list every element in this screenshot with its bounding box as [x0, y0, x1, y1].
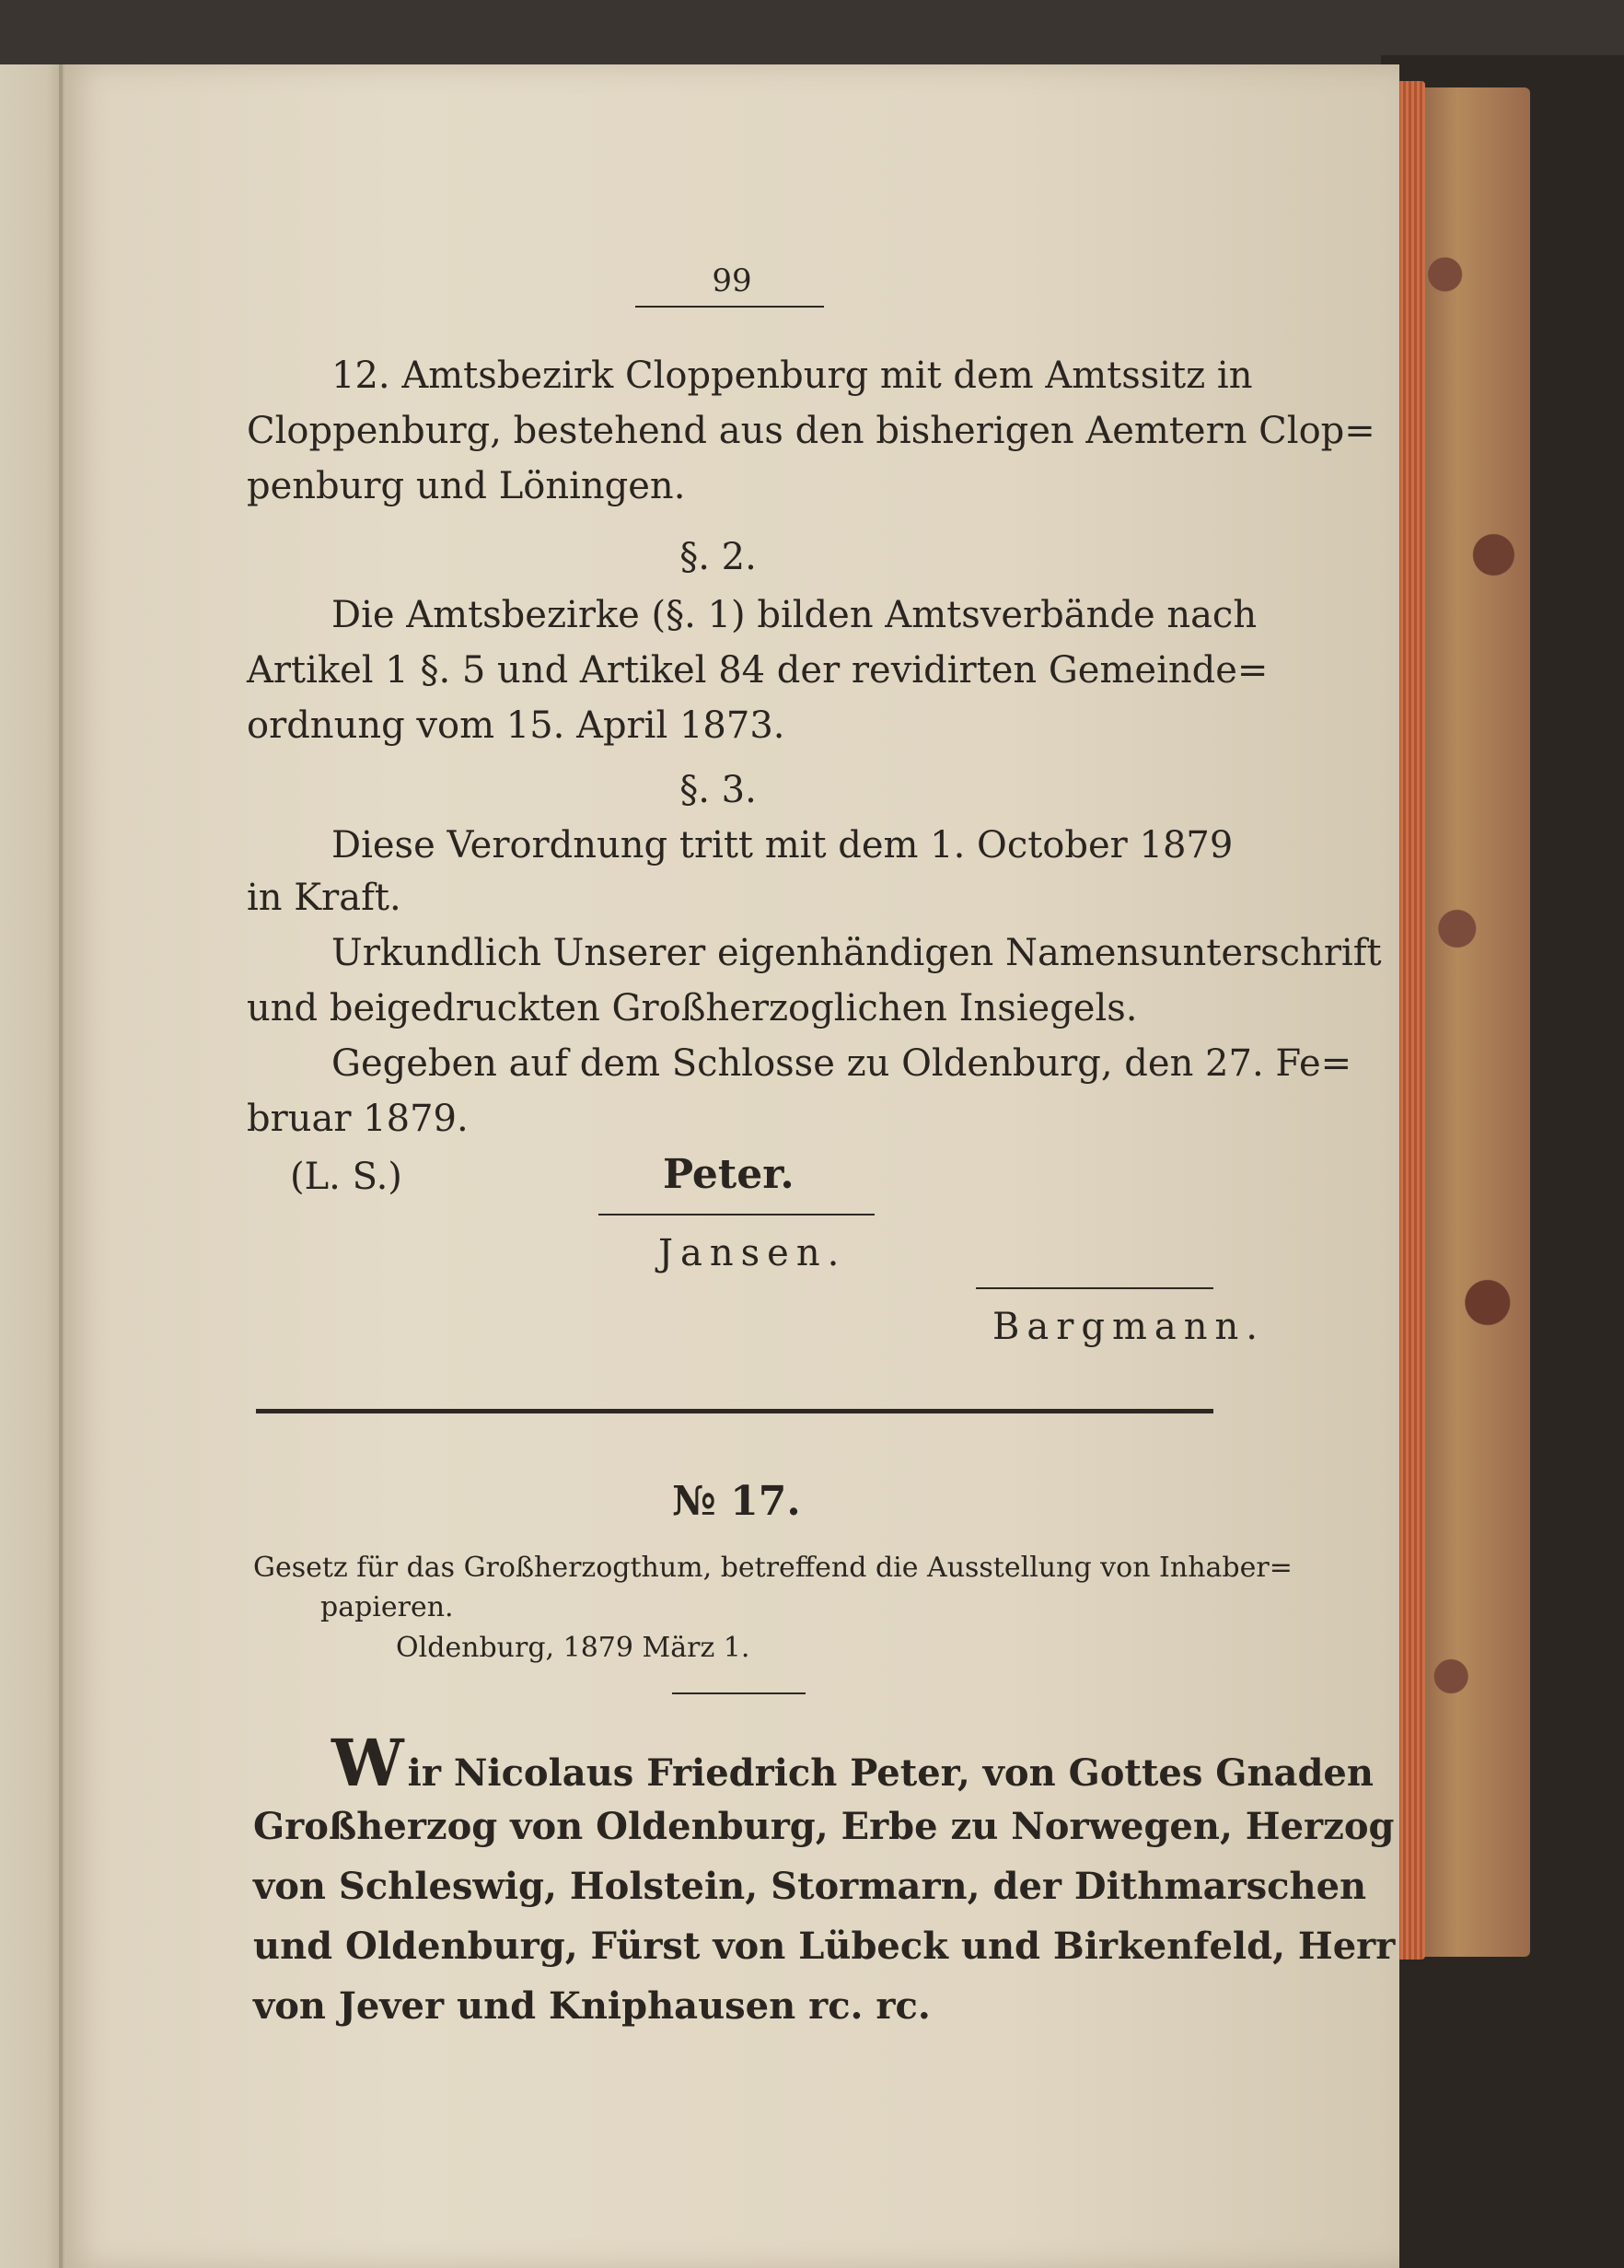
- law-title: papieren.: [320, 1591, 454, 1623]
- seal-mark: (L. S.): [290, 1156, 402, 1198]
- preamble-text: von Jever und Kniphausen rc. rc.: [253, 1984, 931, 2028]
- text-line: Gegeben auf dem Schlosse zu Oldenburg, den 27. Fe=: [331, 1042, 1352, 1085]
- text-line: Diese Verordnung tritt mit dem 1. October 1879: [331, 824, 1234, 866]
- text-line: in Kraft.: [247, 877, 401, 919]
- signature-rule: [976, 1287, 1213, 1289]
- text-line: penburg und Löningen.: [247, 465, 686, 507]
- signature-jansen: Jansen.: [658, 1232, 847, 1274]
- text-line: bruar 1879.: [247, 1098, 469, 1140]
- preamble-text: Großherzog von Oldenburg, Erbe zu Norwegen, Herzog: [253, 1805, 1395, 1848]
- text-line: Die Amtsbezirke (§. 1) bilden Amtsverbände nach: [331, 594, 1258, 636]
- initial-letter: W: [331, 1725, 404, 1801]
- law-number: № 17.: [672, 1478, 801, 1525]
- text-line: Artikel 1 §. 5 und Artikel 84 der revidirten Gemeinde=: [247, 649, 1269, 692]
- preamble-text: ir Nicolaus Friedrich Peter, von Gottes Gnaden: [407, 1751, 1374, 1795]
- law-rule: [672, 1692, 806, 1694]
- text-line: und beigedruckten Großherzoglichen Insiegels.: [247, 987, 1138, 1029]
- text-line: 12. Amtsbezirk Cloppenburg mit dem Amtssitz in: [331, 355, 1253, 397]
- section-heading: §. 3.: [679, 769, 757, 811]
- signature-bargmann: Bargmann.: [992, 1306, 1265, 1348]
- preamble-text: und Oldenburg, Fürst von Lübeck und Birkenfeld, Herr: [253, 1925, 1396, 1968]
- section-divider: [256, 1409, 1213, 1413]
- signature-rule: [598, 1214, 875, 1215]
- law-title: Gesetz für das Großherzogthum, betreffend die Ausstellung von Inhaber=: [253, 1552, 1293, 1584]
- signature-peter: Peter.: [663, 1151, 795, 1198]
- text-line: ordnung vom 15. April 1873.: [247, 704, 785, 747]
- preamble-text: von Schleswig, Holstein, Stormarn, der Dithmarschen: [253, 1865, 1367, 1908]
- law-place-date: Oldenburg, 1879 März 1.: [396, 1632, 750, 1664]
- page-number: 99: [712, 262, 752, 299]
- text-line: Cloppenburg, bestehend aus den bisherigen Aemtern Clop=: [247, 410, 1375, 452]
- header-rule: [635, 306, 824, 308]
- section-heading: §. 2.: [679, 536, 757, 578]
- text-line: Urkundlich Unserer eigenhändigen Namensunterschrift: [331, 932, 1382, 974]
- preamble-first-line: [331, 1725, 1374, 1801]
